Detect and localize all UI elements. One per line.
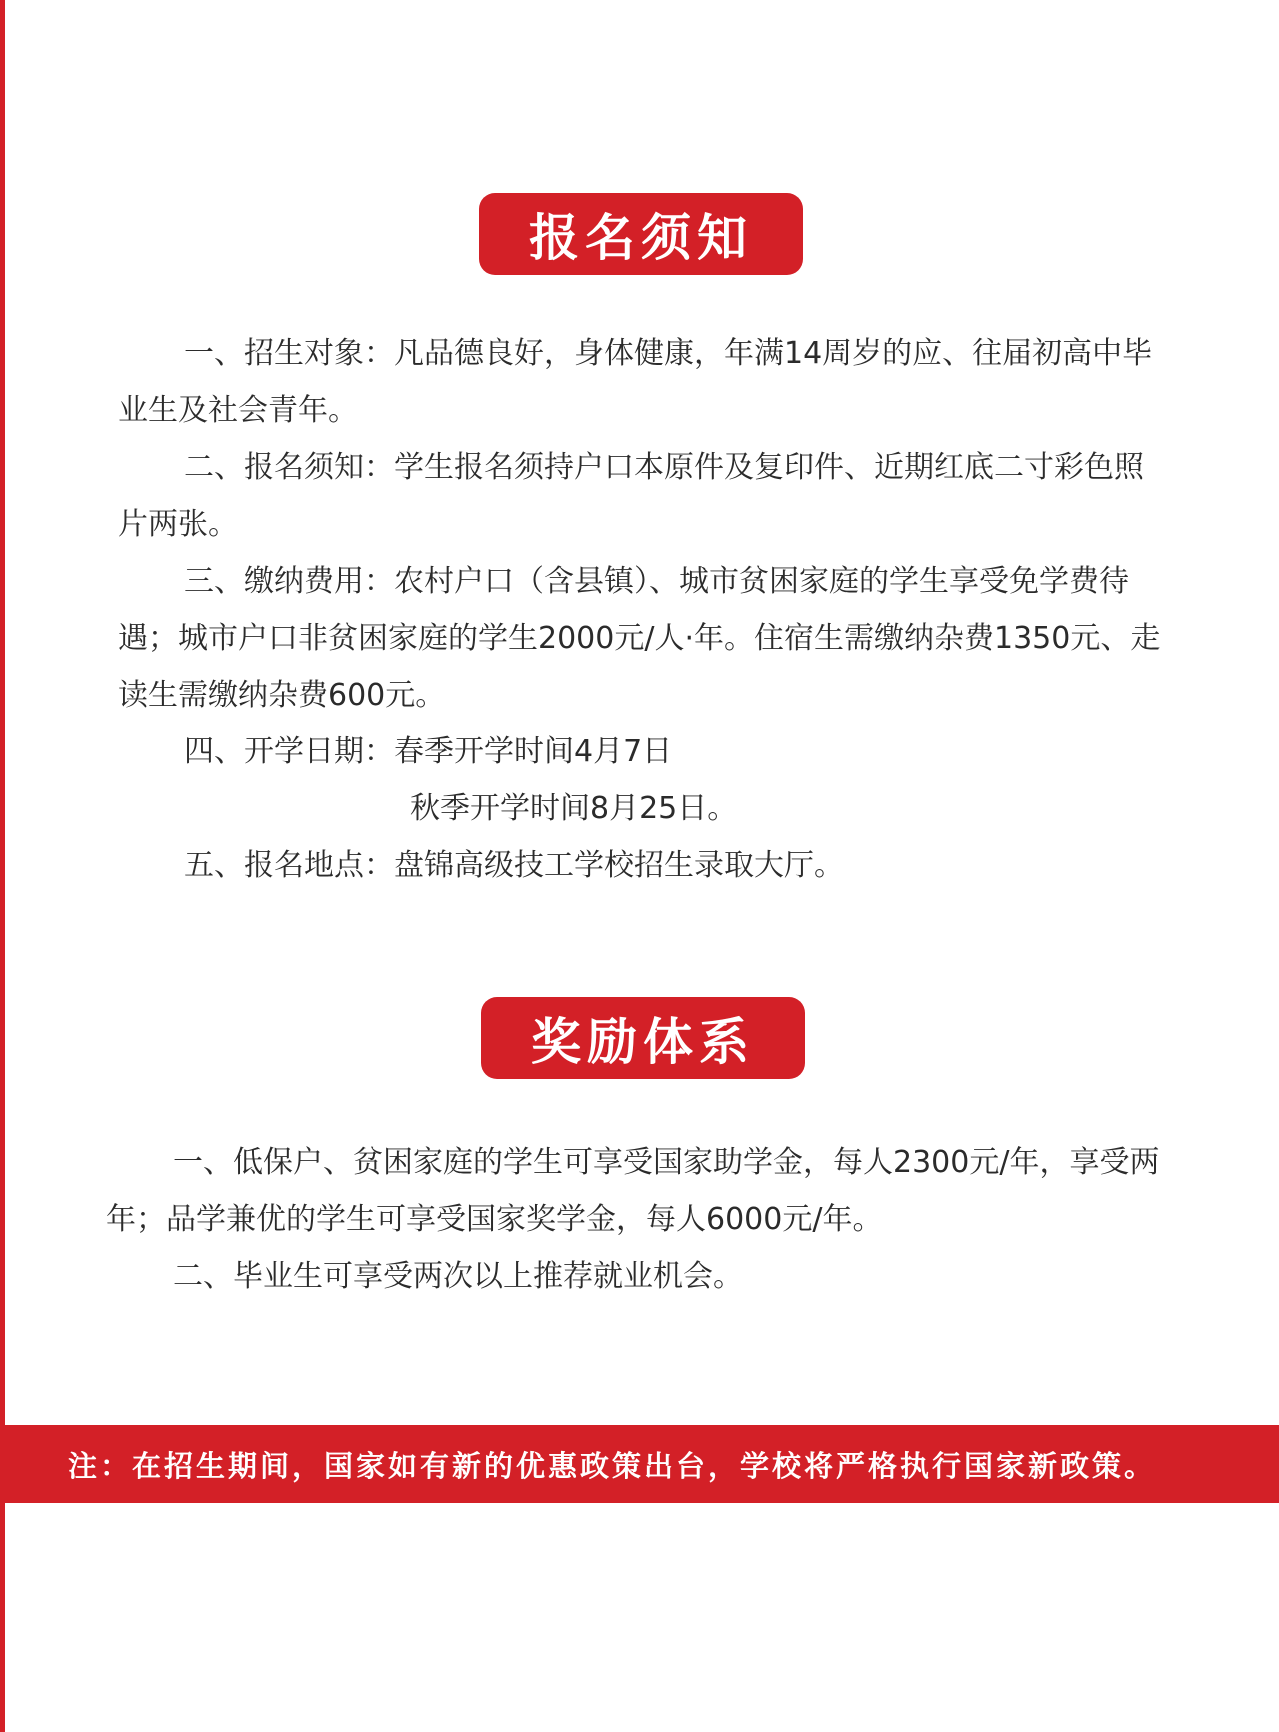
registration-item-fees: 三、缴纳费用：农村户口（含县镇）、城市贫困家庭的学生享受免学费待遇；城市户口非贫困家庭的学生2000元/人·年。住宿生需缴纳杂费1350元、走读生需缴纳杂费600元。 xyxy=(118,564,1161,713)
section-title-rewards: 奖励体系 xyxy=(481,997,805,1079)
policy-note-banner xyxy=(0,1425,1279,1503)
rewards-item-grants: 一、低保户、贫困家庭的学生可享受国家助学金，每人2300元/年，享受两年；品学兼优的学生可享受国家奖学金，每人6000元/年。 xyxy=(106,1145,1160,1237)
registration-item-location: 五、报名地点：盘锦高级技工学校招生录取大厅。 xyxy=(184,848,844,883)
section-title-registration: 报名须知 xyxy=(479,193,803,275)
rewards-item-employment: 二、毕业生可享受两次以上推荐就业机会。 xyxy=(173,1259,743,1294)
registration-item-dates-autumn: 秋季开学时间8月25日。 xyxy=(410,791,738,826)
registration-item-target: 一、招生对象：凡品德良好，身体健康，年满14周岁的应、往届初高中毕业生及社会青年。 xyxy=(118,336,1153,428)
policy-note-text: 注：在招生期间，国家如有新的优惠政策出台，学校将严格执行国家新政策。 xyxy=(68,1448,1157,1483)
registration-item-documents: 二、报名须知：学生报名须持户口本原件及复印件、近期红底二寸彩色照片两张。 xyxy=(118,450,1144,542)
registration-item-dates-spring: 四、开学日期：春季开学时间4月7日 xyxy=(184,734,673,769)
